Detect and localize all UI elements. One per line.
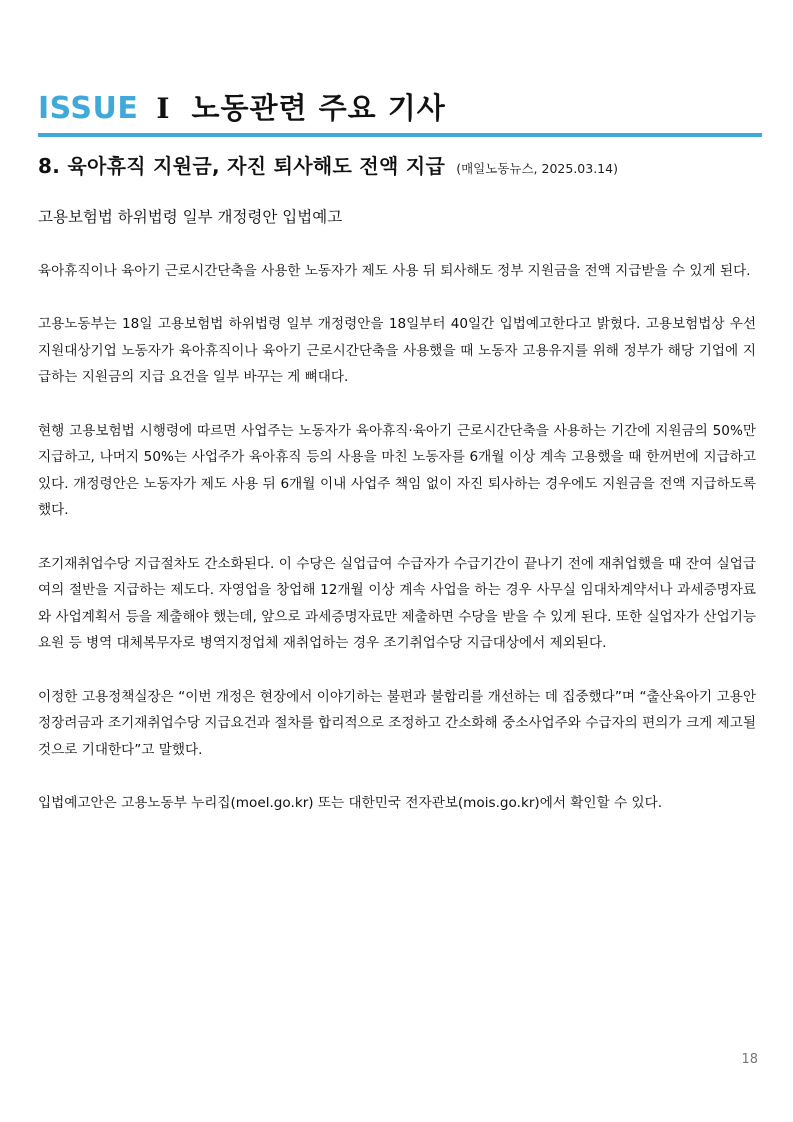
section-numeral: Ⅰ [156,92,170,125]
section-header [38,86,446,130]
paragraph: 입법예고안은 고용노동부 누리집(moel.go.kr) 또는 대한민국 전자관보(mois.go.kr)에서 확인할 수 있다. [38,794,663,811]
section-title: 노동관련 주요 기사 [191,91,446,125]
header-divider [38,133,762,137]
paragraph: 고용노동부는 18일 고용보험법 하위법령 일부 개정령안을 18일부터 40일간 입법예고한다고 밝혔다. 고용보험법상 우선지원대상기업 노동자가 육아휴직이나 육아기 근로시간단축을 사용했을 때 노동자 고용유지를 위해 정부가 해당 기업에 지급하는 지원금의 지급 요건을 일부 바꾸는 게 뼈대다. [38,316,756,386]
paragraph: 육아휴직이나 육아기 근로시간단축을 사용한 노동자가 제도 사용 뒤 퇴사해도 정부 지원금을 전액 지급받을 수 있게 된다. [38,263,751,279]
article-source: (매일노동뉴스, 2025.03.14) [456,161,618,176]
article-subtitle: 고용보험법 하위법령 일부 개정령안 입법예고 [38,208,343,226]
paragraph: 현행 고용보험법 시행령에 따르면 사업주는 노동자가 육아휴직·육아기 근로시간단축을 사용하는 기간에 지원금의 50%만 지급하고, 나머지 50%는 사업주가 육아휴직 등의 사용을 마친 노동자를 6개월 이상 계속 고용했을 때 한꺼번에 지급하고 있다. 개정령안은 노동자가 제도 사용 뒤 6개월 이내 사업주 책임 없이 자진 퇴사하는 경우에도 지원금을 전액 지급하도록 했다. [38,422,756,519]
issue-label: ISSUE [38,91,139,126]
paragraph: 조기재취업수당 지급절차도 간소화된다. 이 수당은 실업급여 수급자가 수급기간이 끝나기 전에 재취업했을 때 잔여 실업급여의 절반을 지급하는 제도다. 자영업을 창업해 12개월 이상 계속 사업을 하는 경우 사무실 임대차계약서나 과세증명자료와 사업계획서 등을 제출해야 했는데, 앞으로 과세증명자료만 제출하면 수당을 받을 수 있게 된다. 또한 실업자가 산업기능요원 등 병역 대체복무자로 병역지정업체 재취업하는 경우 조기취업수당 지급대상에서 제외된다. [38,555,756,652]
paragraph: 이정한 고용정책실장은 “이번 개정은 현장에서 이야기하는 불편과 불합리를 개선하는 데 집중했다”며 “출산육아기 고용안정장려금과 조기재취업수당 지급요건과 절차를 합리적으로 조정하고 간소화해 중소사업주와 수급자의 편의가 크게 제고될 것으로 기대한다”고 말했다. [38,688,756,758]
article-heading [38,150,618,179]
article-title: 8. 육아휴직 지원금, 자진 퇴사해도 전액 지급 [38,154,446,178]
article-body [38,258,756,843]
page-number: 18 [741,1052,758,1067]
